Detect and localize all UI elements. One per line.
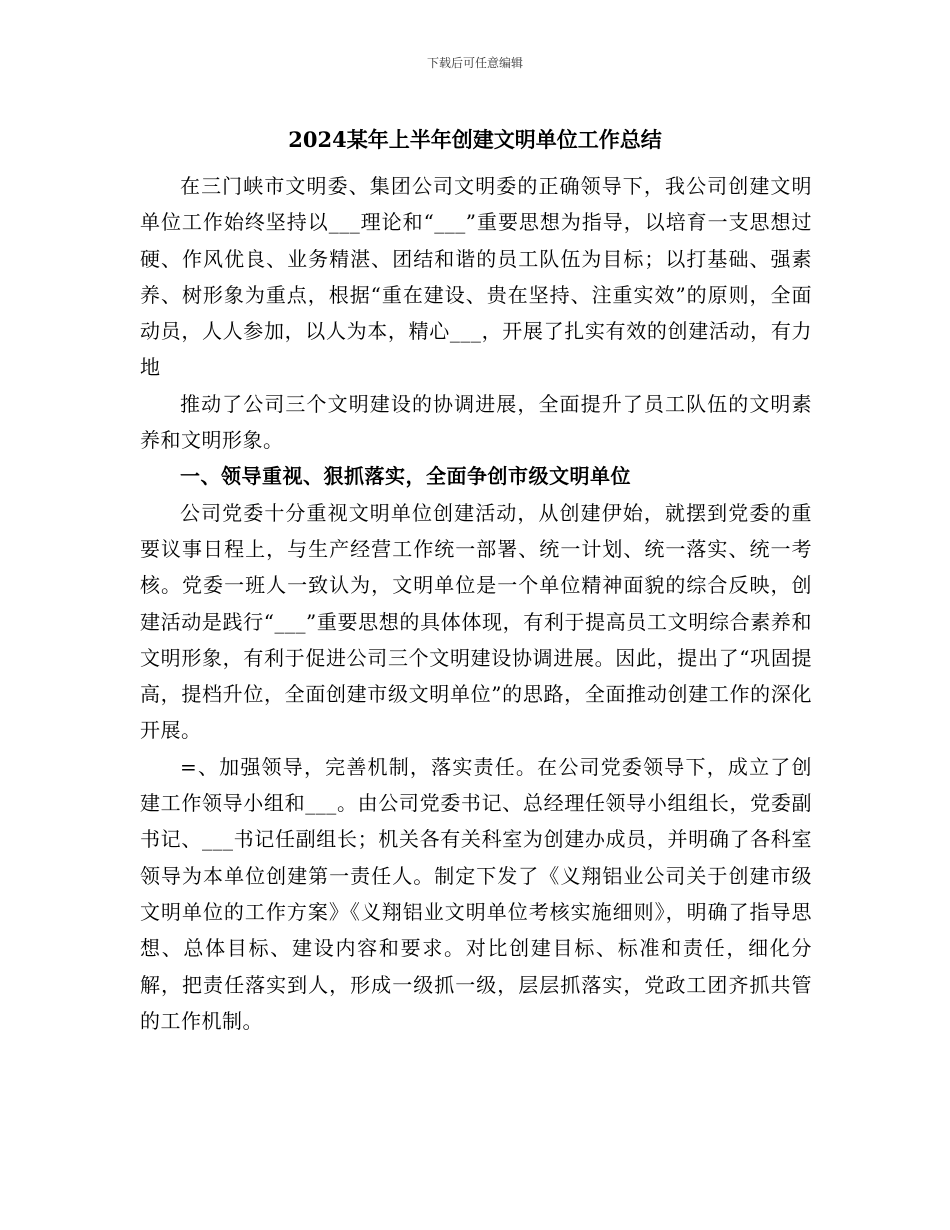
section-paragraph-mechanism: =、加强领导，完善机制，落实责任。在公司党委领导下，成立了创建工作领导小组和___。由公司党委书记、总经理任领导小组组长，党委副书记、___书记任副组长；机关各有关科室为创建办成员，并明确了各科室领导为本单位创建第一责任人。制定下发了《义翔铝业公司关于创建市级文明单位的工作方案》《义翔铝业文明单位考核实施细则》，明确了指导思想、总体目标、建设内容和要求。对比创建目标、标准和责任，细化分解，把责任落实到人，形成一级抓一级，层层抓落实，党政工团齐抓共管的工作机制。 — [140, 754, 812, 1033]
document-title: 2024某年上半年创建文明单位工作总结 — [288, 127, 662, 152]
header-note: 下载后可任意编辑 — [426, 56, 523, 70]
document-body — [140, 168, 812, 1039]
section-paragraph-leadership: 公司党委十分重视文明单位创建活动，从创建伊始，就摆到党委的重要议事日程上，与生产经营工作统一部署、统一计划、统一落实、统一考核。党委一班人一致认为，文明单位是一个单位精神面貌的综合反映，创建活动是践行“___”重要思想的具体体现，有利于提高员工文明综合素养和文明形象，有利于促进公司三个文明建设协调进展。因此，提出了“巩固提高，提档升位，全面创建市级文明单位”的思路，全面推动创建工作的深化开展。 — [140, 500, 812, 743]
section-heading: 一、领导重视、狠抓落实，全面争创市级文明单位 — [180, 464, 631, 489]
intro-paragraph: 在三门峡市文明委、集团公司文明委的正确领导下，我公司创建文明单位工作始终坚持以___理论和“___”重要思想为指导，以培育一支思想过硬、作风优良、业务精湛、团结和谐的员工队伍为目标；以打基础、强素养、树形象为重点，根据“重在建设、贵在坚持、注重实效”的原则，全面动员，人人参加，以人为本，精心___，开展了扎实有效的创建活动，有力地 — [140, 174, 812, 380]
intro-paragraph-continued: 推动了公司三个文明建设的协调进展，全面提升了员工队伍的文明素养和文明形象。 — [140, 391, 812, 453]
